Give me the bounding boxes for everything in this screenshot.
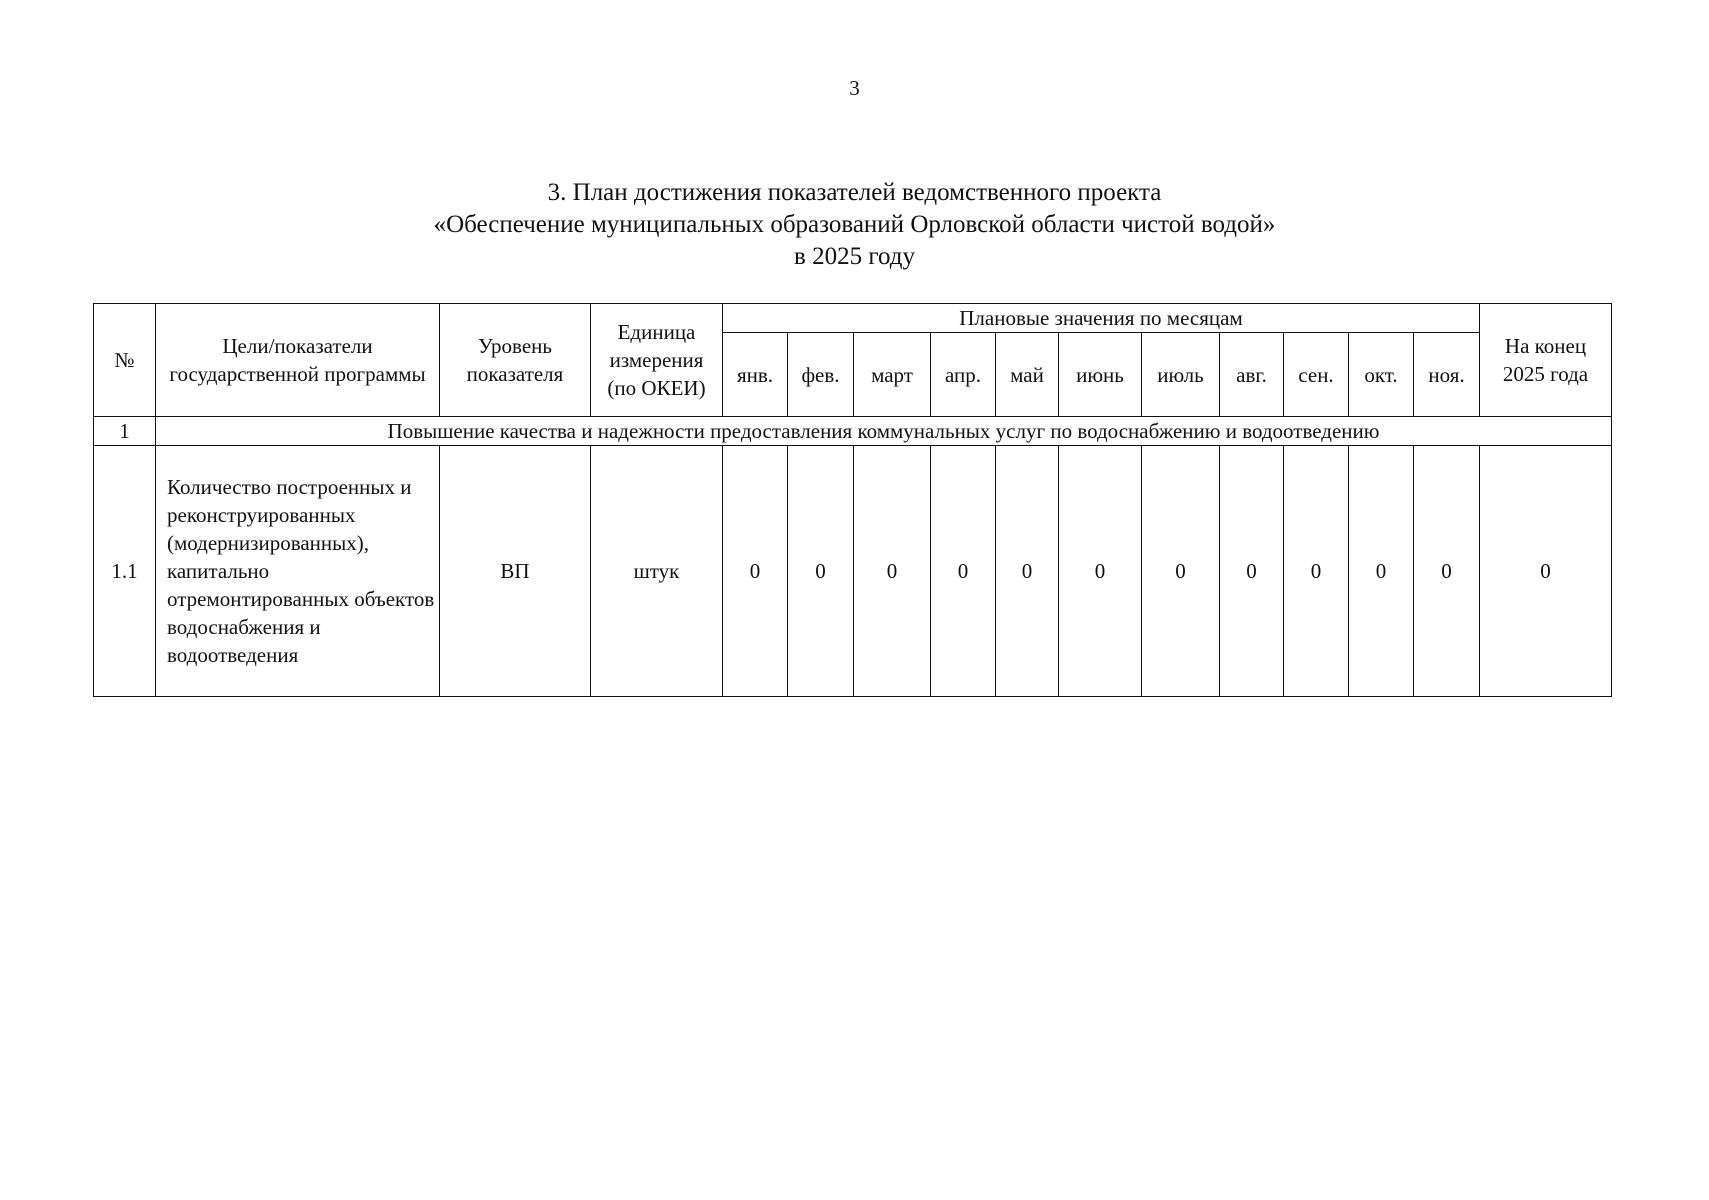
row-month-value: 0 [931,446,996,697]
row-month-value: 0 [1349,446,1414,697]
page-number: 3 [849,76,860,100]
title-line-3: в 2025 году [794,243,915,270]
title-line-1: 3. План достижения показателей ведомственного проекта [547,179,1162,206]
title-line-2: «Обеспечение муниципальных образований Орловской области чистой водой» [433,211,1276,238]
goal-text: Повышение качества и надежности предоставления коммунальных услуг по водоснабжению и водоотведению [156,417,1612,446]
header-num: № [94,304,156,417]
header-month: окт. [1349,333,1414,417]
row-month-value: 0 [723,446,788,697]
header-month: апр. [931,333,996,417]
header-month: июнь [1059,333,1142,417]
header-month: янв. [723,333,788,417]
goal-row [94,417,1612,446]
row-month-value: 0 [1414,446,1480,697]
row-month-value: 0 [854,446,931,697]
row-month-value: 0 [1059,446,1142,697]
header-unit: Единица измерения (по ОКЕИ) [591,304,723,417]
header-planned-values: Плановые значения по месяцам [723,304,1480,333]
row-year-end: 0 [1480,446,1612,697]
row-month-value: 0 [788,446,854,697]
row-month-value: 0 [1284,446,1349,697]
indicator-plan-table [93,303,1612,697]
header-goals: Цели/показатели государственной программы [156,304,440,417]
header-month: фев. [788,333,854,417]
row-unit: штук [591,446,723,697]
table-row [94,446,1612,697]
header-month: май [996,333,1059,417]
header-month: авг. [1220,333,1284,417]
row-month-value: 0 [1142,446,1220,697]
row-month-value: 0 [996,446,1059,697]
header-month: июль [1142,333,1220,417]
row-month-value: 0 [1220,446,1284,697]
header-month: март [854,333,931,417]
goal-num: 1 [94,417,156,446]
row-indicator-name: Количество построенных и реконструированных (модернизированных), капитально отремонтированных объектов водоснабжения и водоотведения [156,446,440,697]
header-level: Уровень показателя [440,304,591,417]
row-level: ВП [440,446,591,697]
header-year-end: На конец 2025 года [1480,304,1612,417]
header-month: сен. [1284,333,1349,417]
header-month: ноя. [1414,333,1480,417]
document-title [0,177,1709,273]
header-row [94,304,1612,333]
row-num: 1.1 [94,446,156,697]
